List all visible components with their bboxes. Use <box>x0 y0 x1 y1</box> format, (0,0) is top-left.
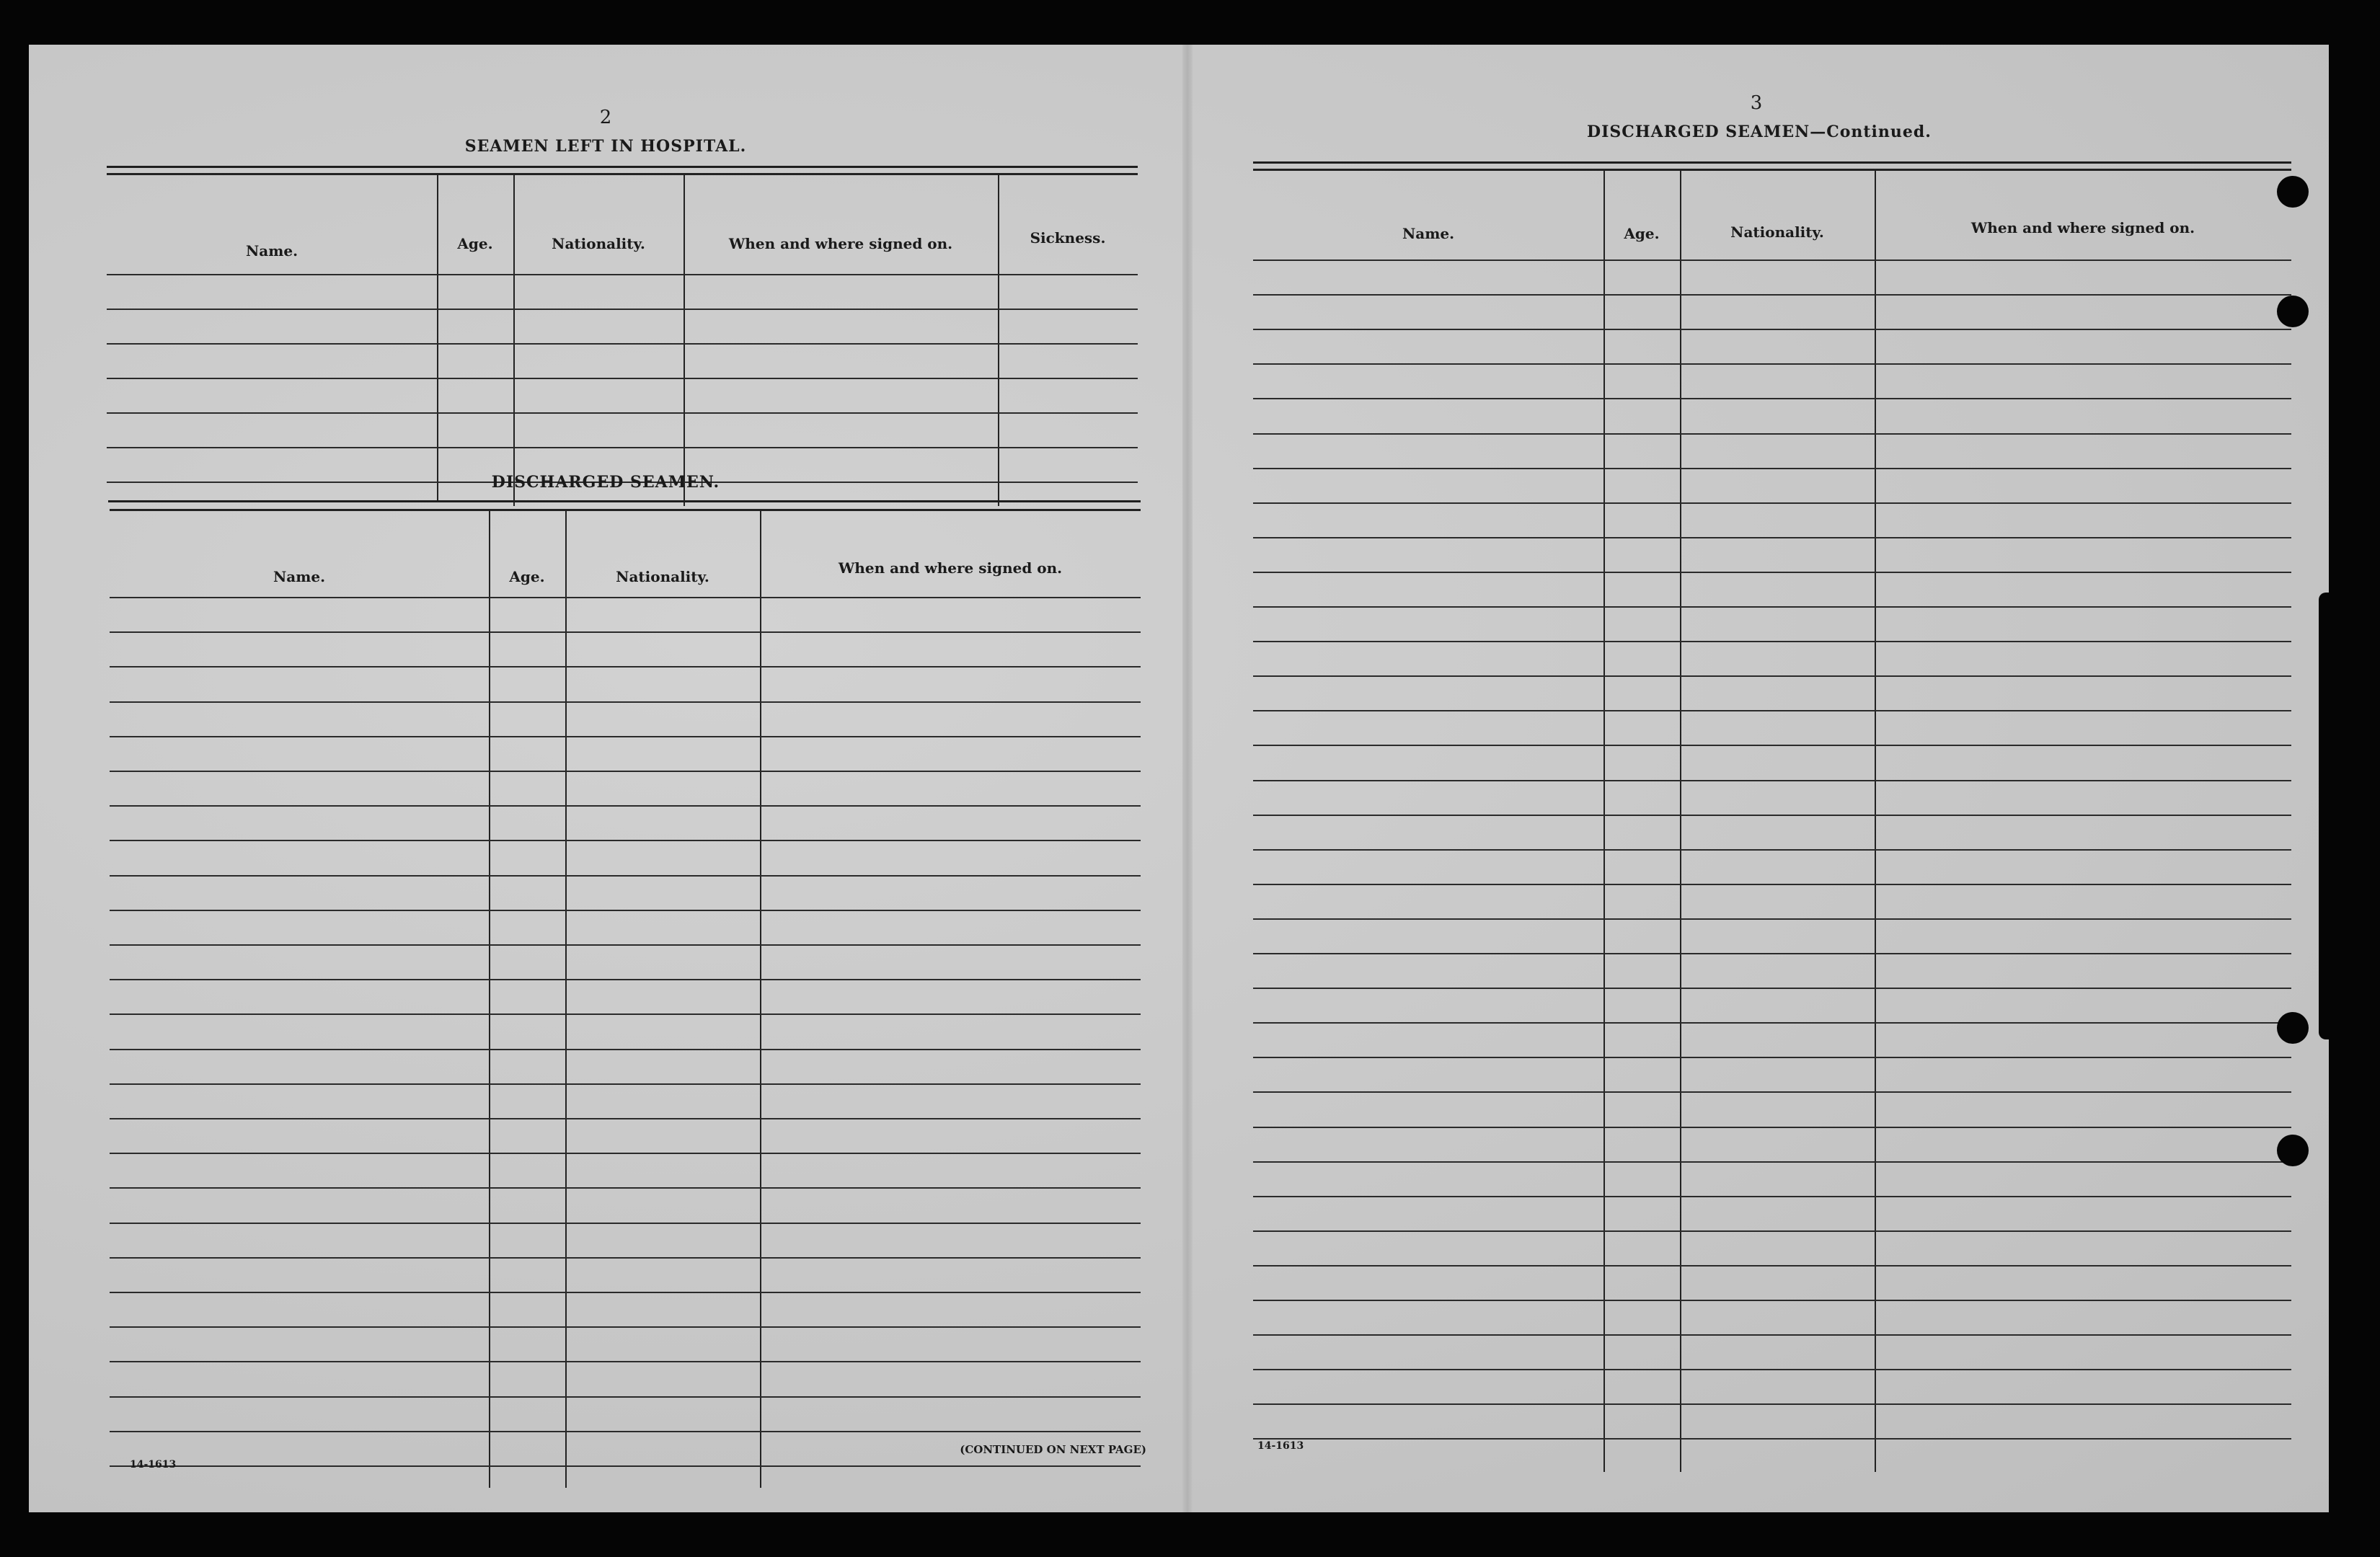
blank-rule-line <box>110 597 1141 598</box>
blank-rule-line <box>1253 329 2291 330</box>
discharged-rows <box>110 509 1141 1488</box>
continued-col-name: Name. <box>1402 225 1455 242</box>
blank-rule-line <box>1253 537 2291 538</box>
blank-rule-line <box>110 840 1141 841</box>
blank-rule-line <box>1253 1334 2291 1336</box>
blank-rule-line <box>110 1118 1141 1119</box>
blank-rule-line <box>1253 468 2291 469</box>
blank-rule-line <box>1253 1161 2291 1163</box>
blank-rule-line <box>1253 1300 2291 1301</box>
blank-rule-line <box>110 979 1141 980</box>
blank-rule-line <box>1253 1438 2291 1440</box>
hospital-table <box>107 173 1138 506</box>
hospital-section-title: SEAMEN LEFT IN HOSPITAL. <box>464 137 747 156</box>
page-fold <box>1182 45 1193 1512</box>
blank-rule-line <box>110 1396 1141 1398</box>
discharged-top-rule <box>108 500 1141 502</box>
blank-rule-line <box>1253 606 2291 608</box>
blank-rule-line <box>110 1465 1141 1467</box>
blank-rule-line <box>1253 815 2291 816</box>
blank-rule-line <box>107 343 1138 345</box>
blank-rule-line <box>1253 675 2291 677</box>
blank-rule-line <box>1253 260 2291 261</box>
blank-rule-line <box>110 1049 1141 1050</box>
blank-rule-line <box>1253 953 2291 954</box>
discharged-table <box>110 509 1141 1488</box>
blank-rule-line <box>110 701 1141 703</box>
blank-rule-line <box>1253 1403 2291 1405</box>
discharged-col-age: Age. <box>509 568 545 585</box>
left-form-number: 14-1613 <box>130 1459 177 1470</box>
blank-rule-line <box>107 274 1138 275</box>
blank-rule-line <box>110 736 1141 737</box>
blank-rule-line <box>1253 988 2291 989</box>
continued-table <box>1253 169 2291 1472</box>
blank-rule-line <box>1253 1265 2291 1267</box>
blank-rule-line <box>1253 849 2291 851</box>
binder-hole <box>2277 296 2309 327</box>
blank-rule-line <box>110 1223 1141 1224</box>
blank-rule-line <box>110 1431 1141 1432</box>
blank-rule-line <box>1253 433 2291 435</box>
blank-rule-line <box>110 1292 1141 1293</box>
hospital-col-when-where: When and where signed on. <box>728 235 953 252</box>
blank-rule-line <box>1253 918 2291 920</box>
hospital-rows <box>107 173 1138 506</box>
blank-rule-line <box>1253 884 2291 885</box>
blank-rule-line <box>107 412 1138 414</box>
right-form-number: 14-1613 <box>1257 1440 1304 1452</box>
blank-rule-line <box>1253 1091 2291 1093</box>
blank-rule-line <box>110 1361 1141 1362</box>
torn-edge <box>2319 593 2333 1039</box>
hospital-col-name: Name. <box>245 242 298 260</box>
continued-note: (CONTINUED ON NEXT PAGE) <box>960 1443 1146 1456</box>
blank-rule-line <box>107 309 1138 310</box>
blank-rule-line <box>110 631 1141 633</box>
blank-rule-line <box>1253 294 2291 296</box>
ledger-sheet <box>29 45 2329 1512</box>
left-page-number: 2 <box>599 107 612 128</box>
hospital-col-nationality: Nationality. <box>552 235 645 252</box>
blank-rule-line <box>1253 780 2291 781</box>
blank-rule-line <box>1253 1057 2291 1058</box>
blank-rule-line <box>110 666 1141 667</box>
discharged-section-title: DISCHARGED SEAMEN. <box>491 473 720 492</box>
continued-col-age: Age. <box>1624 225 1660 242</box>
blank-rule-line <box>1253 1369 2291 1370</box>
continued-col-when-where: When and where signed on. <box>1970 219 2195 236</box>
discharged-col-name: Name. <box>273 568 326 585</box>
blank-rule-line <box>110 1257 1141 1259</box>
discharged-col-nationality: Nationality. <box>616 568 709 585</box>
blank-rule-line <box>1253 745 2291 746</box>
blank-rule-line <box>1253 398 2291 399</box>
blank-rule-line <box>110 771 1141 772</box>
blank-rule-line <box>110 805 1141 807</box>
blank-rule-line <box>1253 502 2291 504</box>
continued-col-nationality: Nationality. <box>1730 223 1824 241</box>
continued-rows <box>1253 169 2291 1472</box>
blank-rule-line <box>1253 1230 2291 1232</box>
blank-rule-line <box>1253 710 2291 711</box>
blank-rule-line <box>107 447 1138 448</box>
binder-hole <box>2277 1012 2309 1044</box>
binder-hole <box>2277 176 2309 208</box>
discharged-col-when-where: When and where signed on. <box>838 559 1063 577</box>
blank-rule-line <box>1253 572 2291 573</box>
binder-hole <box>2277 1135 2309 1166</box>
continued-top-rule <box>1253 161 2291 164</box>
blank-rule-line <box>110 875 1141 877</box>
blank-rule-line <box>110 1153 1141 1154</box>
continued-section-title: DISCHARGED SEAMEN—Continued. <box>1587 123 1932 141</box>
blank-rule-line <box>1253 1196 2291 1197</box>
blank-rule-line <box>1253 641 2291 642</box>
hospital-col-sickness: Sickness. <box>1030 229 1106 247</box>
blank-rule-line <box>1253 1022 2291 1024</box>
blank-rule-line <box>110 1326 1141 1328</box>
hospital-top-rule <box>107 166 1138 168</box>
hospital-col-age: Age. <box>457 235 493 252</box>
blank-rule-line <box>110 1187 1141 1189</box>
blank-rule-line <box>107 378 1138 379</box>
blank-rule-line <box>110 1083 1141 1085</box>
blank-rule-line <box>1253 1127 2291 1128</box>
blank-rule-line <box>110 1013 1141 1015</box>
blank-rule-line <box>110 910 1141 911</box>
right-page-number: 3 <box>1750 92 1763 114</box>
blank-rule-line <box>110 944 1141 946</box>
blank-rule-line <box>1253 363 2291 365</box>
